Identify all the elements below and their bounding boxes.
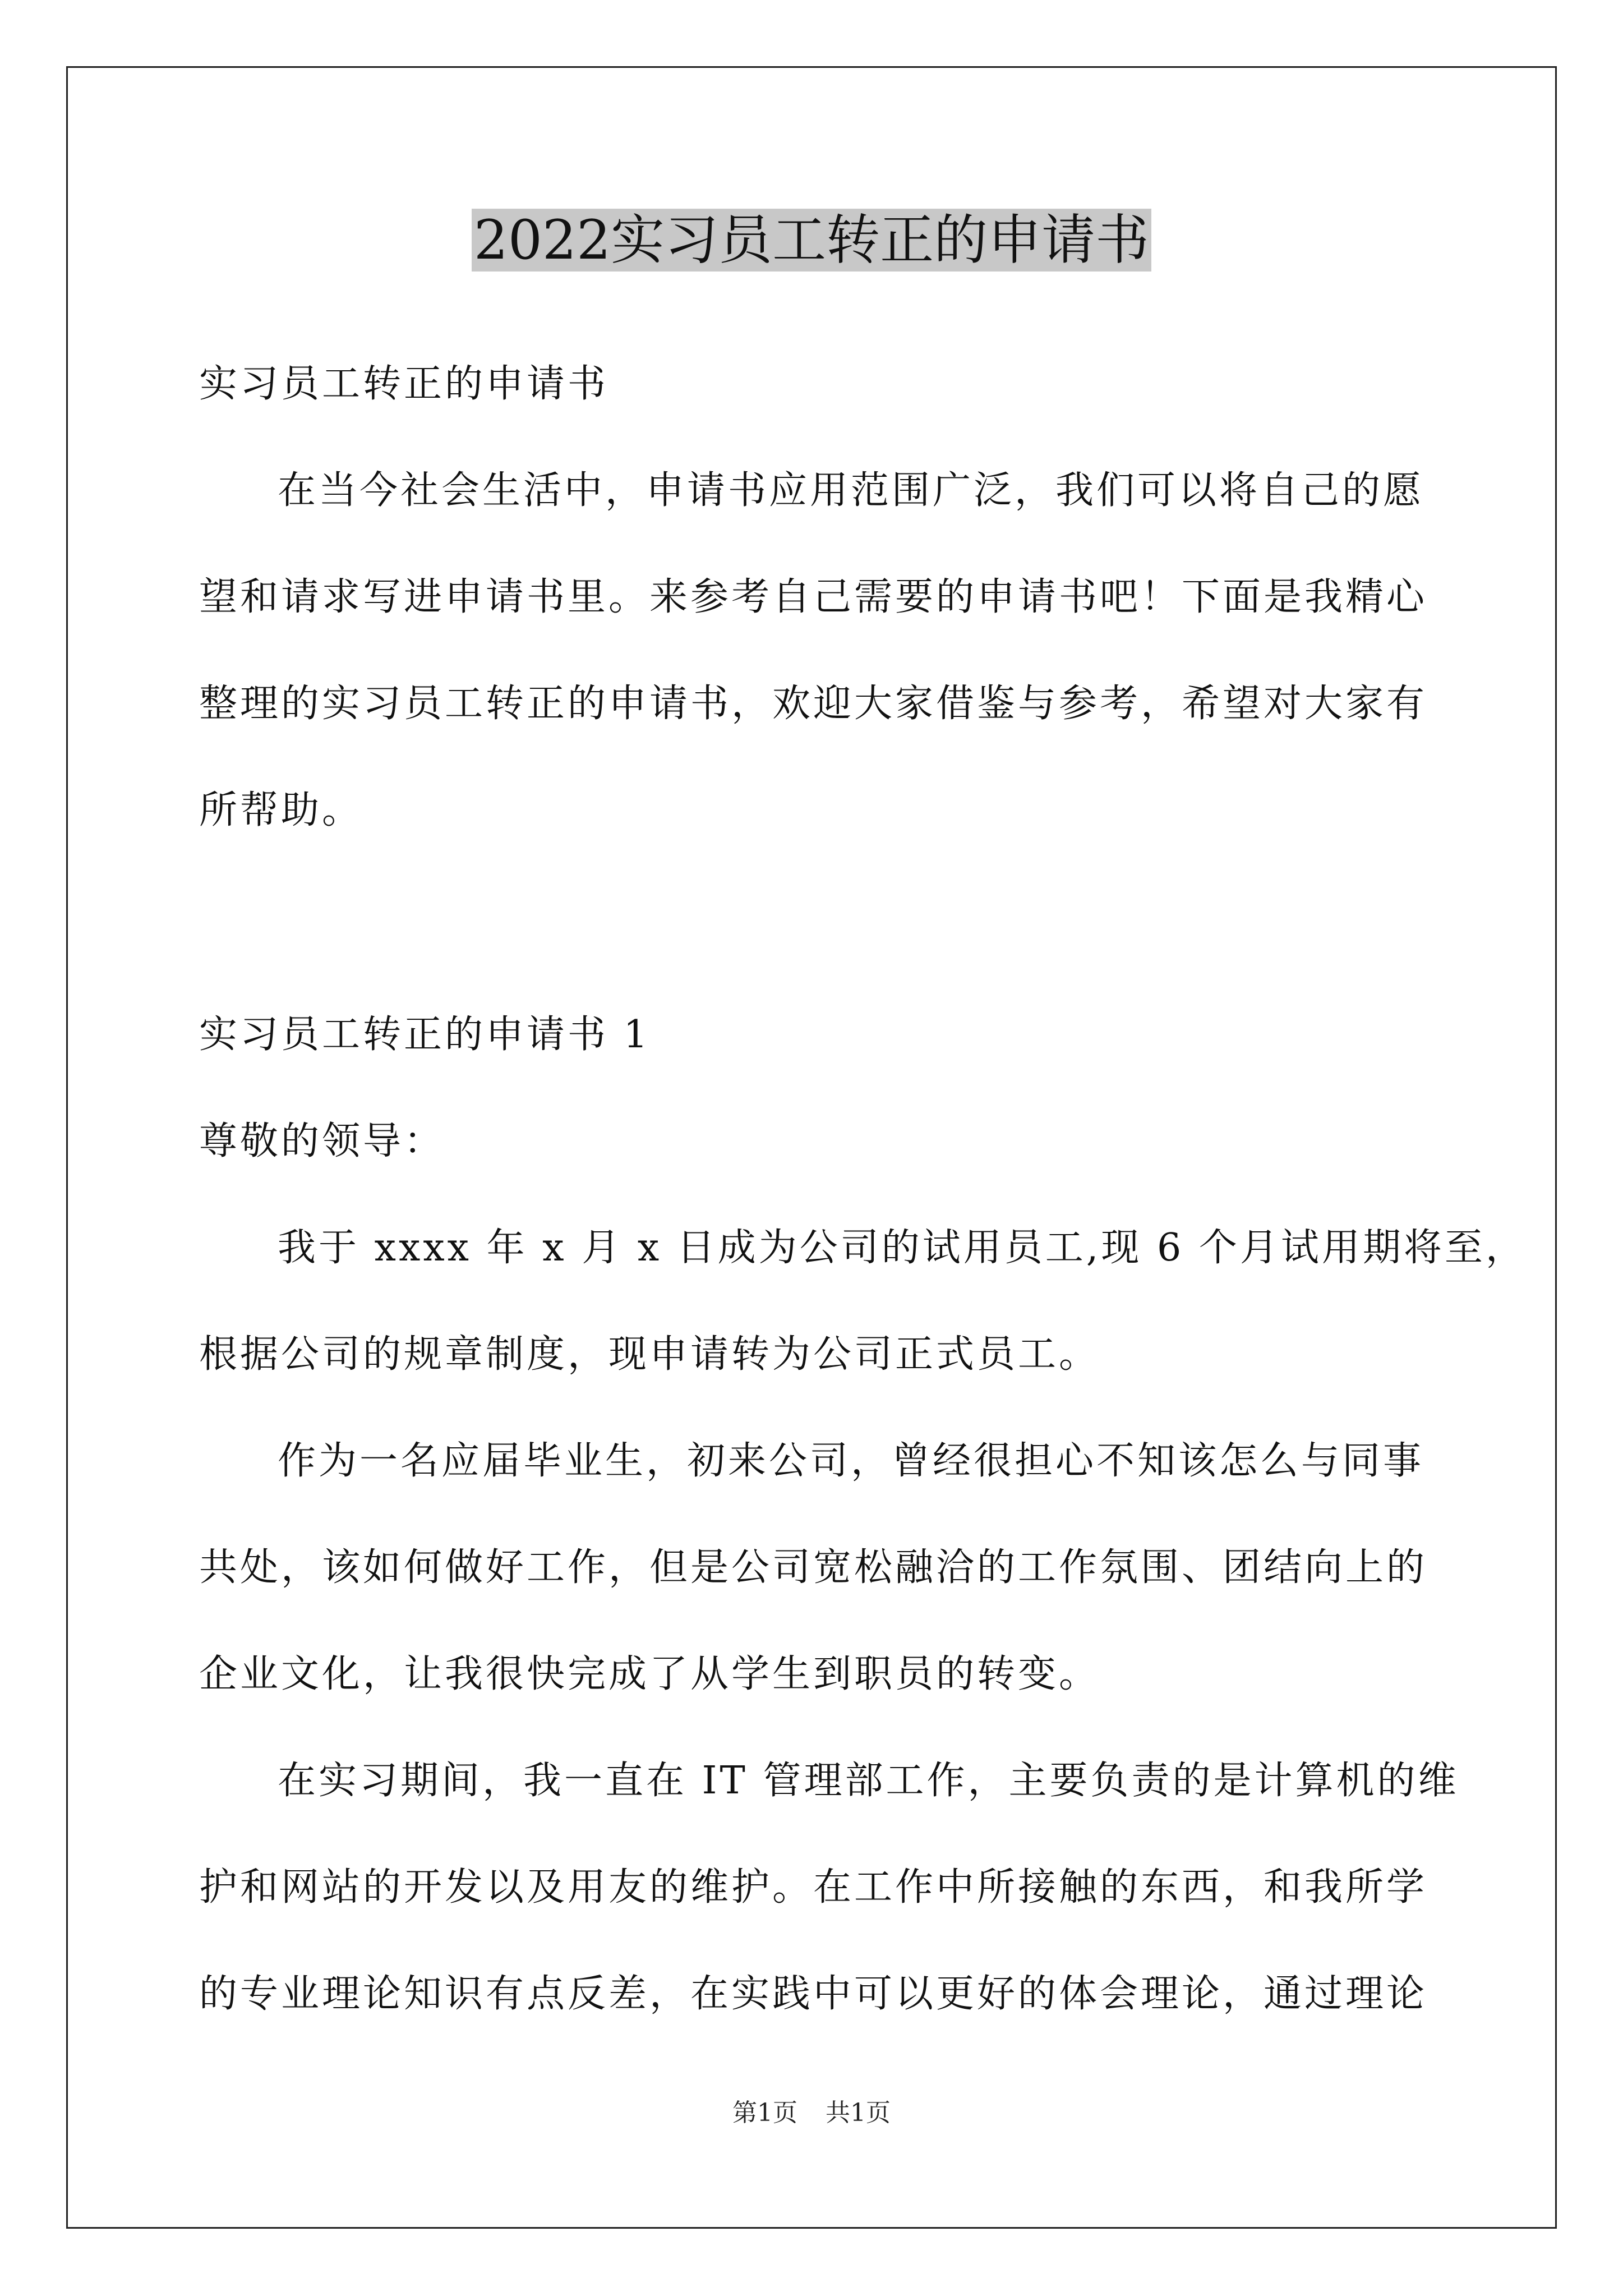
page-footer — [0, 2092, 1623, 2128]
page-number-current: 第1页 — [732, 2099, 797, 2127]
paragraph-line: 所帮助。 — [199, 788, 363, 832]
paragraph-line: 整理的实习员工转正的申请书，欢迎大家借鉴与参考，希望对大家有 — [199, 682, 1428, 726]
paragraph-line: 的专业理论知识有点反差，在实践中可以更好的体会理论，通过理论 — [199, 1972, 1428, 2016]
salutation: 尊敬的领导： — [199, 1119, 445, 1163]
paragraph-line: 护和网站的开发以及用友的维护。在工作中所接触的东西，和我所学 — [199, 1865, 1428, 1910]
paragraph-line: 根据公司的规章制度，现申请转为公司正式员工。 — [199, 1332, 1100, 1377]
paragraph-line: 作为一名应届毕业生，初来公司，曾经很担心不知该怎么与同事 — [278, 1439, 1424, 1483]
paragraph-line: 共处，该如何做好工作，但是公司宽松融洽的工作氛围、团结向上的 — [199, 1545, 1428, 1590]
section-heading: 实习员工转正的申请书 1 — [199, 1013, 651, 1057]
paragraph-line: 在实习期间，我一直在 IT 管理部工作，主要负责的是计算机的维 — [278, 1759, 1459, 1803]
paragraph-line: 望和请求写进申请书里。来参考自己需要的申请书吧！下面是我精心 — [199, 575, 1428, 619]
paragraph-line: 在当今社会生活中，申请书应用范围广泛，我们可以将自己的愿 — [278, 468, 1424, 513]
paragraph-line: 我于 xxxx 年 x 月 x 日成为公司的试用员工,现 6 个月试用期将至， — [278, 1226, 1527, 1270]
subtitle-line: 实习员工转正的申请书 — [199, 362, 609, 406]
paragraph-line: 企业文化，让我很快完成了从学生到职员的转变。 — [199, 1652, 1100, 1696]
page-number-total: 共1页 — [826, 2099, 891, 2127]
document-title-text: 2022实习员工转正的申请书 — [472, 209, 1151, 272]
document-title — [0, 201, 1623, 279]
